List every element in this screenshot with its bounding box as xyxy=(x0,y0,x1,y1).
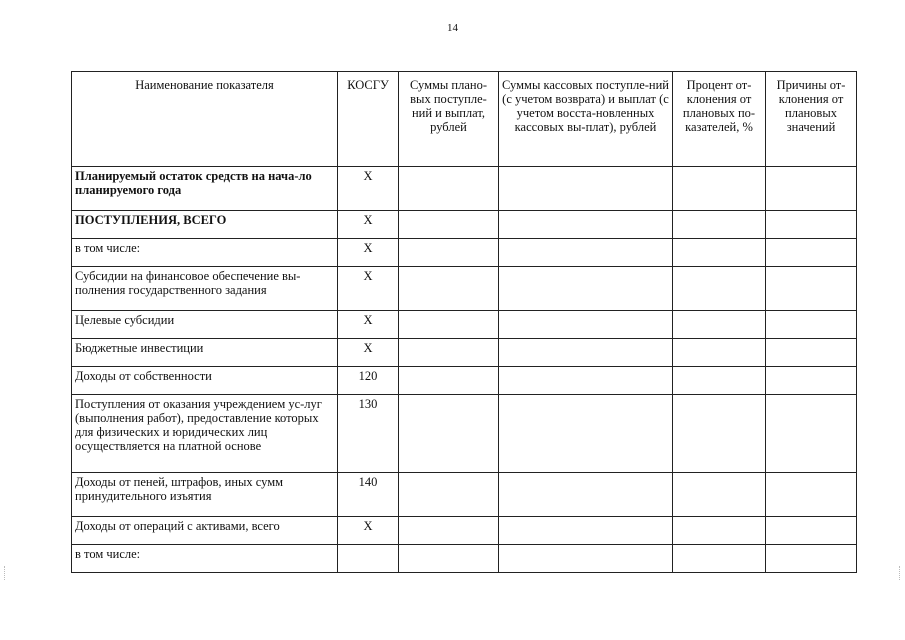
kosgu-cell: X xyxy=(338,311,399,339)
deviation-reason-cell xyxy=(766,517,857,545)
deviation-percent-cell xyxy=(673,339,766,367)
cash-amount-cell xyxy=(499,473,673,517)
deviation-reason-cell xyxy=(766,311,857,339)
kosgu-cell xyxy=(338,545,399,573)
table-row xyxy=(72,545,857,573)
deviation-percent-cell xyxy=(673,267,766,311)
kosgu-cell: X xyxy=(338,517,399,545)
indicator-name-cell: Бюджетные инвестиции xyxy=(72,339,338,367)
planned-amount-cell xyxy=(399,339,499,367)
header-deviation-percent: Процент от-клонения от плановых по-казателей, % xyxy=(673,72,766,167)
indicator-name-cell: в том числе: xyxy=(72,239,338,267)
deviation-reason-cell xyxy=(766,211,857,239)
deviation-percent-cell xyxy=(673,239,766,267)
deviation-reason-cell xyxy=(766,339,857,367)
header-planned-amounts: Суммы плано-вых поступле-ний и выплат, рублей xyxy=(399,72,499,167)
deviation-reason-cell xyxy=(766,395,857,473)
table-row xyxy=(72,473,857,517)
cash-amount-cell xyxy=(499,545,673,573)
header-cash-amounts: Суммы кассовых поступле-ний (с учетом возврата) и выплат (с учетом восста-новленных кассовых вы-плат), рублей xyxy=(499,72,673,167)
kosgu-cell: 130 xyxy=(338,395,399,473)
header-kosgu: КОСГУ xyxy=(338,72,399,167)
deviation-percent-cell xyxy=(673,473,766,517)
table-header-row xyxy=(72,72,857,167)
cash-amount-cell xyxy=(499,167,673,211)
deviation-reason-cell xyxy=(766,367,857,395)
table-row xyxy=(72,311,857,339)
deviation-reason-cell xyxy=(766,473,857,517)
kosgu-cell: X xyxy=(338,239,399,267)
kosgu-cell: X xyxy=(338,267,399,311)
table-row xyxy=(72,239,857,267)
indicator-name-cell: Доходы от операций с активами, всего xyxy=(72,517,338,545)
table-row xyxy=(72,167,857,211)
cash-amount-cell xyxy=(499,517,673,545)
indicator-name-cell: Целевые субсидии xyxy=(72,311,338,339)
table-row xyxy=(72,339,857,367)
page-number: 14 xyxy=(447,22,458,34)
table-row xyxy=(72,517,857,545)
deviation-percent-cell xyxy=(673,545,766,573)
header-deviation-reasons: Причины от-клонения от плановых значений xyxy=(766,72,857,167)
kosgu-cell: 120 xyxy=(338,367,399,395)
header-indicator-name: Наименование показателя xyxy=(72,72,338,167)
kosgu-cell: X xyxy=(338,339,399,367)
planned-amount-cell xyxy=(399,395,499,473)
deviation-percent-cell xyxy=(673,211,766,239)
indicator-name-cell: ПОСТУПЛЕНИЯ, ВСЕГО xyxy=(72,211,338,239)
indicator-name-cell: Субсидии на финансовое обеспечение вы-полнения государственного задания xyxy=(72,267,338,311)
planned-amount-cell xyxy=(399,545,499,573)
deviation-percent-cell xyxy=(673,395,766,473)
table-row xyxy=(72,211,857,239)
table-row xyxy=(72,267,857,311)
planned-amount-cell xyxy=(399,239,499,267)
deviation-percent-cell xyxy=(673,517,766,545)
cash-amount-cell xyxy=(499,211,673,239)
planned-amount-cell xyxy=(399,311,499,339)
indicator-name-cell: Поступления от оказания учреждением ус-луг (выполнения работ), предоставление которых для физических и юридических лиц осуществляется на платной основе xyxy=(72,395,338,473)
deviation-reason-cell xyxy=(766,239,857,267)
table-row xyxy=(72,367,857,395)
indicator-name-cell: Доходы от пеней, штрафов, иных сумм принудительного изъятия xyxy=(72,473,338,517)
deviation-reason-cell xyxy=(766,267,857,311)
cash-amount-cell xyxy=(499,367,673,395)
table-row xyxy=(72,395,857,473)
deviation-reason-cell xyxy=(766,545,857,573)
indicator-name-cell: Планируемый остаток средств на нача-ло планируемого года xyxy=(72,167,338,211)
cash-amount-cell xyxy=(499,239,673,267)
kosgu-cell: X xyxy=(338,211,399,239)
cash-amount-cell xyxy=(499,339,673,367)
scan-edge-mark xyxy=(899,566,901,580)
deviation-percent-cell xyxy=(673,367,766,395)
deviation-percent-cell xyxy=(673,311,766,339)
cash-amount-cell xyxy=(499,267,673,311)
table-body xyxy=(72,167,857,573)
planned-amount-cell xyxy=(399,267,499,311)
report-table xyxy=(71,71,857,573)
planned-amount-cell xyxy=(399,473,499,517)
cash-amount-cell xyxy=(499,311,673,339)
planned-amount-cell xyxy=(399,517,499,545)
planned-amount-cell xyxy=(399,367,499,395)
kosgu-cell: 140 xyxy=(338,473,399,517)
scan-edge-mark xyxy=(4,566,6,580)
cash-amount-cell xyxy=(499,395,673,473)
planned-amount-cell xyxy=(399,167,499,211)
indicator-name-cell: Доходы от собственности xyxy=(72,367,338,395)
kosgu-cell: X xyxy=(338,167,399,211)
planned-amount-cell xyxy=(399,211,499,239)
deviation-percent-cell xyxy=(673,167,766,211)
deviation-reason-cell xyxy=(766,167,857,211)
indicator-name-cell: в том числе: xyxy=(72,545,338,573)
